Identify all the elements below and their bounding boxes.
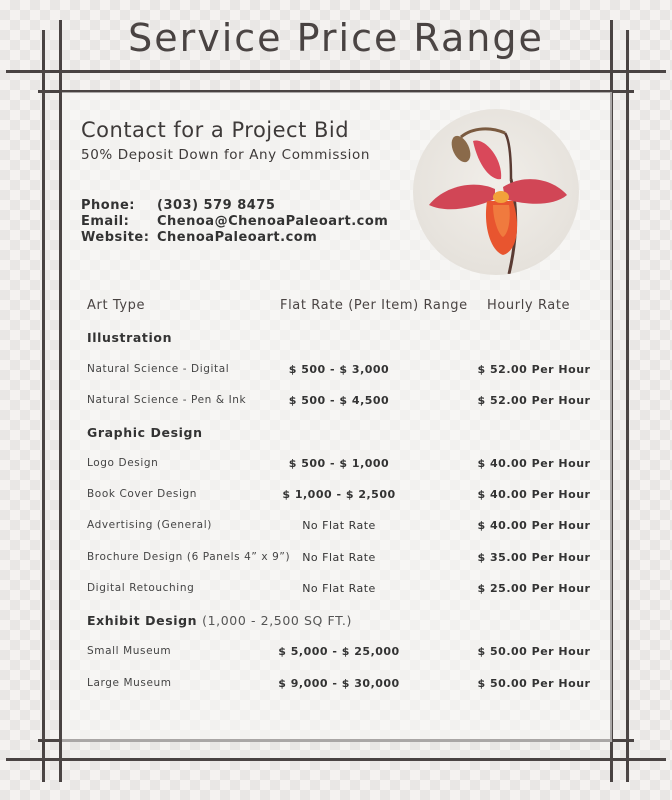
art-type: Natural Science - Digital (87, 363, 230, 375)
header-hourly-rate: Hourly Rate (487, 298, 571, 313)
section-title: Graphic Design (87, 425, 203, 440)
art-type: Brochure Design (6 Panels 4” x 9”) (87, 551, 291, 563)
flat-rate: $ 5,000 - $ 25,000 (278, 645, 400, 658)
page-title: Service Price Range (128, 16, 544, 60)
section-title: Illustration (87, 330, 173, 345)
flat-rate: No Flat Rate (302, 551, 376, 564)
flat-rate: No Flat Rate (302, 519, 376, 532)
table-row (0, 551, 672, 571)
table-row (0, 363, 672, 383)
art-type: Small Museum (87, 645, 172, 657)
table-row (0, 582, 672, 602)
phone-label: Phone: (81, 198, 135, 213)
table-row (0, 394, 672, 414)
email-value[interactable]: Chenoa@ChenoaPaleoart.com (157, 214, 389, 229)
hourly-rate: $ 50.00 Per Hour (477, 645, 591, 658)
table-row (0, 645, 672, 665)
header-flat-rate: Flat Rate (Per Item) Range (280, 298, 468, 313)
email-label: Email: (81, 214, 130, 229)
website-value[interactable]: ChenoaPaleoart.com (157, 230, 318, 245)
section-title: Exhibit Design (87, 613, 198, 628)
frame-line-top-outer (6, 70, 666, 73)
hourly-rate: $ 40.00 Per Hour (477, 519, 591, 532)
section-note: (1,000 - 2,500 SQ FT.) (202, 613, 352, 628)
phone-value: (303) 579 8475 (157, 198, 276, 213)
frame-line-bottom-outer (6, 758, 666, 761)
flat-rate: $ 500 - $ 1,000 (288, 457, 390, 470)
art-type: Logo Design (87, 457, 159, 469)
orchid-image (413, 109, 579, 275)
section-illustration (87, 330, 172, 345)
table-row (0, 519, 672, 539)
website-label: Website: (81, 230, 150, 245)
flat-rate: No Flat Rate (302, 582, 376, 595)
flat-rate: $ 500 - $ 3,000 (288, 363, 390, 376)
contact-heading: Contact for a Project Bid (81, 118, 350, 142)
orchid-flower-icon (413, 109, 579, 275)
header-art-type: Art Type (87, 298, 146, 313)
hourly-rate: $ 25.00 Per Hour (477, 582, 591, 595)
art-type: Book Cover Design (87, 488, 198, 500)
art-type: Digital Retouching (87, 582, 195, 594)
art-type: Large Museum (87, 677, 172, 689)
table-row (0, 457, 672, 477)
table-row (0, 677, 672, 697)
hourly-rate: $ 50.00 Per Hour (477, 677, 591, 690)
flat-rate: $ 9,000 - $ 30,000 (278, 677, 400, 690)
flat-rate: $ 500 - $ 4,500 (288, 394, 390, 407)
flat-rate: $ 1,000 - $ 2,500 (282, 488, 396, 501)
section-graphic-design (87, 425, 203, 440)
art-type: Natural Science - Pen & Ink (87, 394, 247, 406)
hourly-rate: $ 40.00 Per Hour (477, 457, 591, 470)
table-row (0, 488, 672, 508)
section-exhibit-design (87, 613, 352, 628)
deposit-note: 50% Deposit Down for Any Commission (81, 147, 371, 163)
hourly-rate: $ 35.00 Per Hour (477, 551, 591, 564)
art-type: Advertising (General) (87, 519, 212, 531)
hourly-rate: $ 52.00 Per Hour (477, 363, 591, 376)
hourly-rate: $ 40.00 Per Hour (477, 488, 591, 501)
hourly-rate: $ 52.00 Per Hour (477, 394, 591, 407)
